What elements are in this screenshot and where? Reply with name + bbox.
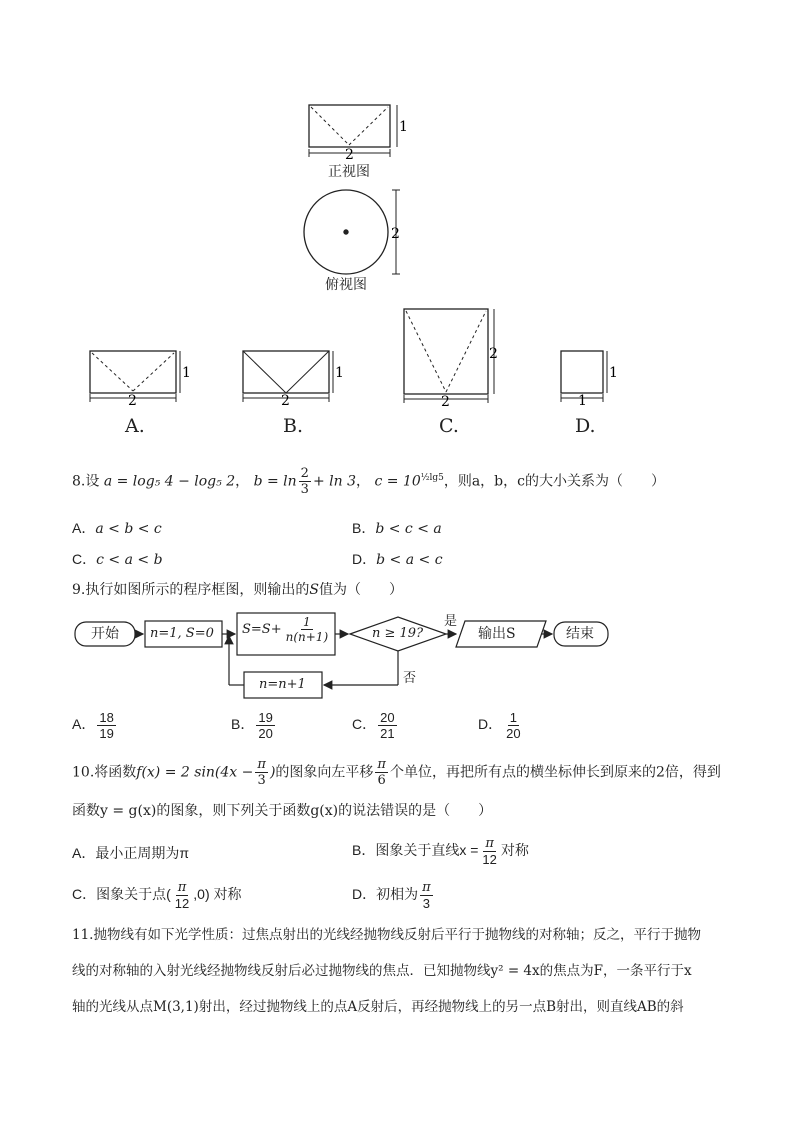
q10-option-d: D．初相为 $\frac{\pi}{3}$ [352,880,431,911]
q9-option-b: B． $\frac{19}{20}$ [231,710,273,741]
option-a-dim-height: 1 [182,365,191,381]
q8-option-b: B．b < c < a [352,520,442,537]
q11-line1: 11.抛物线有如下光学性质：过焦点射出的光线经抛物线反射后平行于抛物线的对称轴；反之，平行于抛物 [72,927,701,943]
flow-start-text: 开始 [91,626,119,642]
front-view-label: 正视图 [328,164,370,180]
q11-line2: 线的对称轴的入射光线经抛物线反射后必过抛物线的焦点．已知抛物线y² = 4x的焦点为F，一条平行于x [72,963,692,979]
option-b-dim-height: 1 [335,365,344,381]
option-c-letter: C. [439,415,459,437]
q10-line1: 10.将函数f(x) = 2 sin(4x − $\frac{\pi}{3}$ )的图象向左平移 $\frac{\pi}{6}$ 个单位，再把所有点的横坐标伸长到原来的2倍，得到 [72,757,721,788]
q8-stem: 8.设 a = log₅ 4 − log₅ 2， b = ln $\frac{2}{3}$ + ln 3， $c = 10^{\frac{1}{2}lg5}$，则a，b，c的大小关系为（ ） [72,466,665,497]
flow-output-text: 输出S [478,626,516,642]
q9-option-c: C． $\frac{20}{21}$ [352,710,395,741]
flow-yes-label: 是 [444,614,458,629]
q8-prefix: 8.设 [72,473,100,490]
q8-suffix: ，则a，b，c的大小关系为（ ） [443,473,665,490]
q8-c-expr: c = 10 [374,473,421,490]
q11-line3: 轴的光线从点M(3,1)射出，经过抛物线上的点A反射后，再经抛物线上的另一点B射出，则直线AB的斜 [72,999,684,1015]
q8-b-rest: + ln 3 [312,473,356,490]
option-c-dim-height: 2 [489,346,498,362]
option-a-letter: A. [125,415,145,437]
q10-line2: 函数y = g(x)的图象，则下列关于函数g(x)的说法错误的是（ ） [72,803,493,819]
option-c-dim-width: 2 [441,394,450,410]
top-view-label: 俯视图 [325,277,367,293]
front-dim-width: 2 [345,147,354,163]
flow-decision-text: n ≥ 19? [372,626,424,641]
flow-end-text: 结束 [566,626,594,642]
flow-increment-text: n=n+1 [259,677,306,692]
q9-option-d: D． $\frac{1}{20}$ [478,710,521,741]
q9-stem: 9.执行如图所示的程序框图，则输出的S值为（ ） [72,582,403,598]
top-dim: 2 [391,226,400,242]
q8-a-expr: a = log₅ 4 − log₅ 2 [103,473,236,490]
q8-option-a: A．a < b < c [72,520,162,537]
flow-no-label: 否 [403,671,417,686]
front-dim-height: 1 [399,119,408,135]
q10-option-b: B．图象关于直线x = $\frac{\pi}{12}$ 对称 [352,836,529,867]
flow-init-text: n=1, S=0 [150,626,214,641]
option-d-dim-height: 1 [609,365,618,381]
option-b-letter: B. [283,415,304,437]
option-d-dim-width: 1 [578,393,587,409]
q10-option-c: C．图象关于点( $\frac{\pi}{12}$ ,0) 对称 [72,880,242,911]
q8-b-lhs: b = ln [253,473,297,490]
q8-option-c: C．c < a < b [72,551,163,568]
q8-option-d: D．b < a < c [352,551,443,568]
q8-c-exponent: ½lg5 [420,472,444,483]
q10-option-a: A．最小正周期为π [72,845,190,861]
flow-process-text: S=S+ $\frac{1}{n(n+1)}$ [242,615,329,644]
q8-b-frac: $\frac{2}{3}$ [300,466,309,497]
option-d-letter: D. [575,415,596,437]
option-a-dim-width: 2 [128,393,137,409]
option-b-dim-width: 2 [281,393,290,409]
q9-option-a: A． $\frac{18}{19}$ [72,710,114,741]
